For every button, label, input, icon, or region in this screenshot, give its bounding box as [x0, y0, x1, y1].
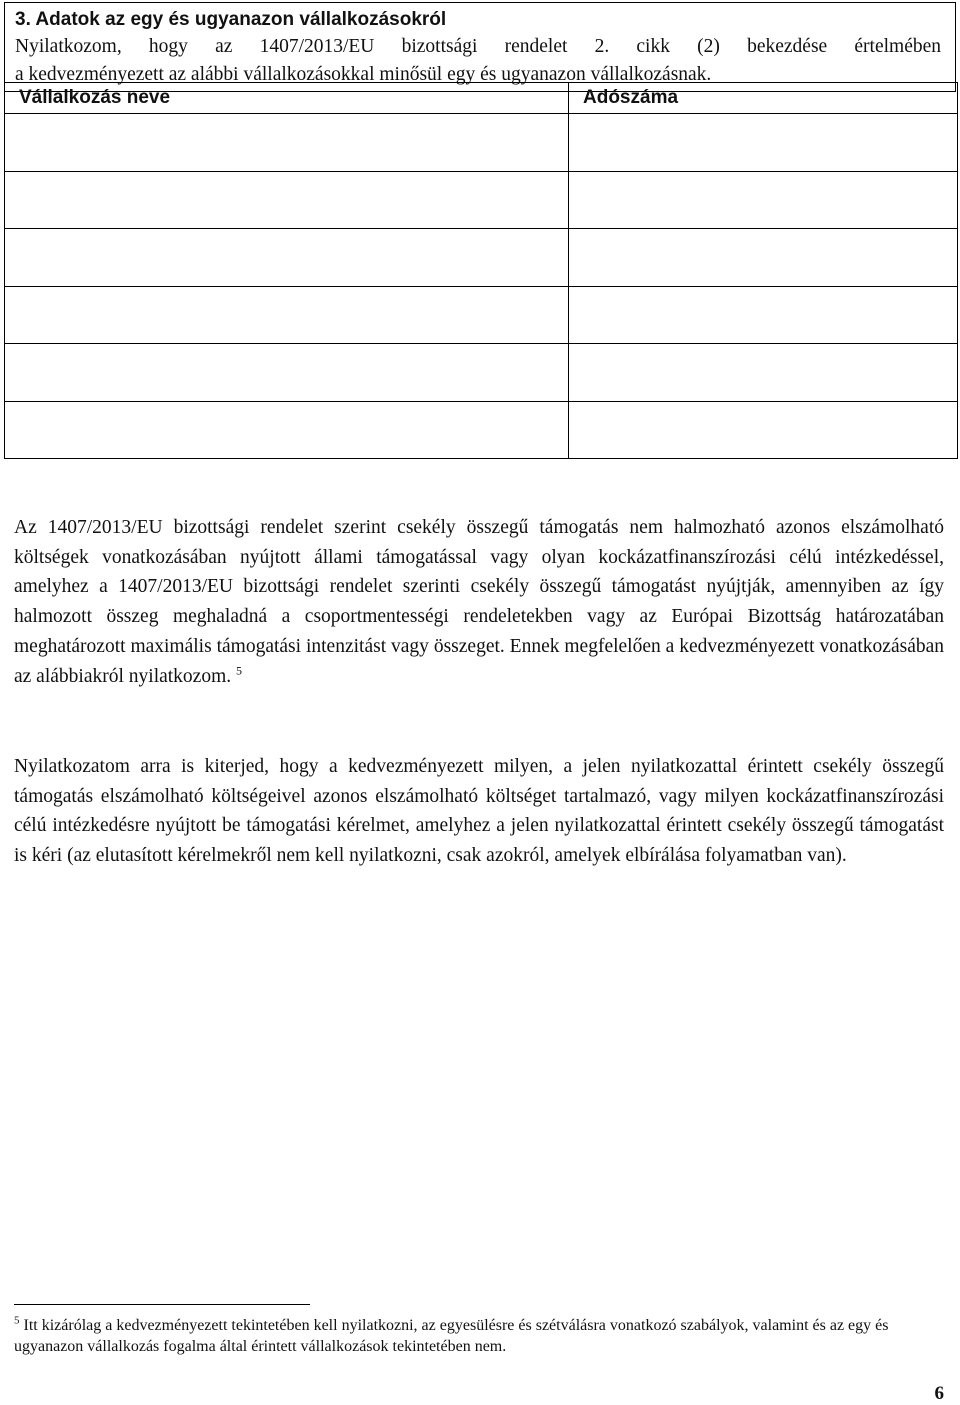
company-name-cell[interactable] [5, 229, 569, 287]
table-header-row [5, 83, 958, 114]
tax-number-cell[interactable] [569, 344, 958, 402]
footnote-separator [14, 1304, 310, 1305]
table-row [5, 286, 958, 344]
page-number: 6 [934, 1383, 944, 1404]
section-intro-line-1: Nyilatkozom, hogy az 1407/2013/EU bizottsági rendelet 2. cikk (2) bekezdése értelmében [15, 36, 941, 57]
column-header-company-name: Vállalkozás neve [5, 83, 569, 114]
company-name-cell[interactable] [5, 171, 569, 229]
table-row [5, 114, 958, 172]
section-heading-box [4, 2, 956, 92]
footnote-reference: 5 [236, 663, 243, 678]
paragraph-cumulation [14, 513, 944, 691]
section-intro-line-2: a kedvezményezett az alábbi vállalkozásokkal minősül egy és ugyanazon vállalkozásnak. [15, 64, 712, 85]
table-row [5, 401, 958, 459]
tax-number-cell[interactable] [569, 171, 958, 229]
paragraph-declaration-scope: Nyilatkozatom arra is kiterjed, hogy a kedvezményezett milyen, a jelen nyilatkozattal érintett csekély összegű támogatás elszámolható költségeivel azonos elszámolható költséget tartalmazó, vagy milyen kockázatfinanszírozási célú intézkedésre nyújtott be támogatási kérelmet, amelyhez a jelen nyilatkozattal érintett csekély összegű támogatást is kéri (az elutasított kérelmekről nem kell nyilatkozni, csak azokról, amelyek elbírálása folyamatban van). [14, 756, 944, 867]
company-name-cell[interactable] [5, 401, 569, 459]
paragraph-cumulation-text: Az 1407/2013/EU bizottsági rendelet szerint csekély összegű támogatás nem halmozható azonos elszámolható költségek vonatkozásában nyújtott állami támogatással vagy olyan kockázatfinanszírozási célú intézkedéssel, amelyhez a 1407/2013/EU bizottsági rendelet szerinti csekély összegű támogatást nyújtják, amennyiben az így halmozott összeg meghaladná a csoportmentességi rendeletekben vagy az Európai Bizottság határozatában meghatározott maximális támogatási intenzitást vagy összeget. Ennek megfelelően a kedvezményezett vonatkozásában az alábbiakról nyilatkozom. [14, 517, 944, 687]
company-name-cell[interactable] [5, 344, 569, 402]
tax-number-cell[interactable] [569, 229, 958, 287]
table-row [5, 344, 958, 402]
tax-number-cell[interactable] [569, 286, 958, 344]
table-row [5, 171, 958, 229]
footnote-text: Itt kizárólag a kedvezményezett tekintetében kell nyilatkozni, az egyesülésre és szétválásra vonatkozó szabályok, valamint és az egy és ugyanazon vállalkozás fogalma által érintett vállalkozások tekintetében nem. [14, 1317, 889, 1355]
company-name-cell[interactable] [5, 286, 569, 344]
company-name-cell[interactable] [5, 114, 569, 172]
footnote [14, 1315, 944, 1357]
tax-number-cell[interactable] [569, 114, 958, 172]
table-row [5, 229, 958, 287]
companies-table [4, 82, 958, 459]
column-header-tax-number: Adószáma [569, 83, 958, 114]
section-title: 3. Adatok az egy és ugyanazon vállalkozásokról [15, 9, 447, 30]
tax-number-cell[interactable] [569, 401, 958, 459]
footnote-number: 5 [14, 1314, 20, 1327]
